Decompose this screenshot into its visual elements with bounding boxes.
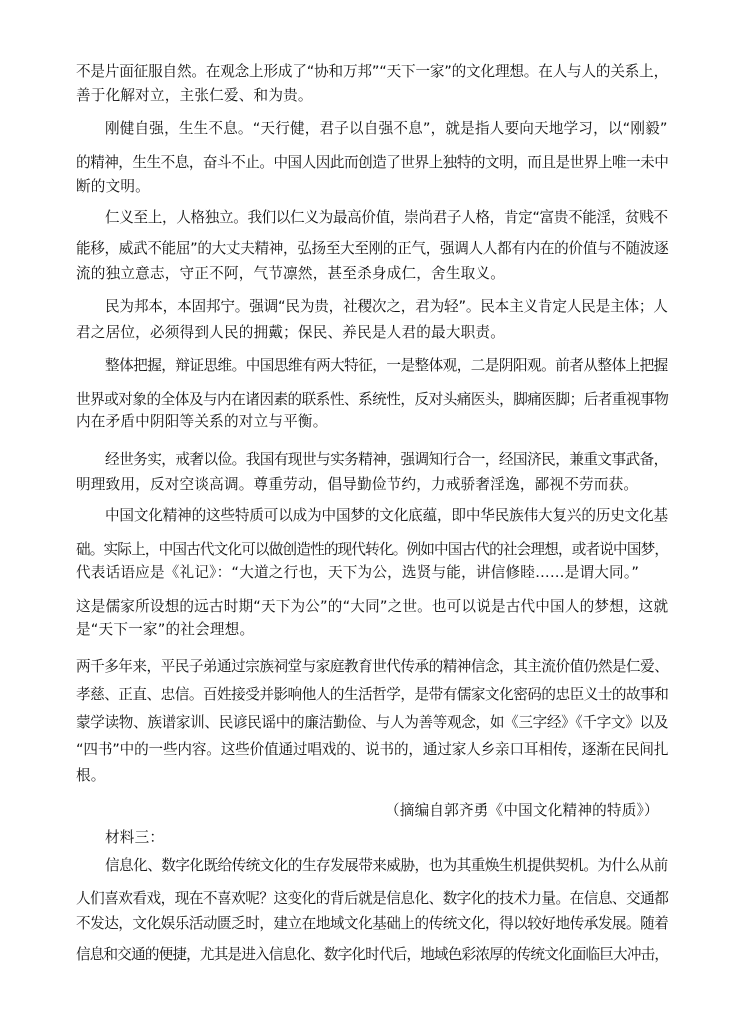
text-line: 信息和交通的便捷，尤其是进入信息化、数字化时代后，地域色彩浓厚的传统文化面临巨大冲击， [76,946,669,963]
text-line: 君之居位，必须得到人民的拥戴；保民、养民是人君的最大职责。 [76,324,506,341]
text-line: 明理致用，反对空谈高调。尊重劳动，倡导勤俭节约，力戒骄奢淫逸，鄙视不劳而获。 [76,476,639,493]
text-line: 这是儒家所设想的远古时期“天下为公”的“大同”之世。也可以说是古代中国人的梦想，这就 [76,598,669,615]
text-line: 世界或对象的全体及与内在诸因素的联系性、系统性，反对头痛医头，脚痛医脚；后者重视事物 [76,391,669,408]
text-line: 仁义至上，人格独立。我们以仁义为最高价值，崇尚君子人格，肯定“富贵不能淫，贫贱不 [105,209,668,226]
text-line: 整体把握，辩证思维。中国思维有两大特征，一是整体观，二是阴阳观。前者从整体上把握 [105,357,668,374]
text-line: 中国文化精神的这些特质可以成为中国梦的文化底蕴，即中华民族伟大复兴的历史文化基 [105,507,668,524]
text-line: 础。实际上，中国古代文化可以做创造性的现代转化。例如中国古代的社会理想，或者说中国梦， [76,541,669,558]
text-line: 是“天下一家”的社会理想。 [76,621,255,638]
text-line: 孝慈、正直、忠信。百姓接受并影响他人的生活哲学，是带有儒家文化密码的忠臣义士的故事和 [76,686,669,703]
text-line: 人们喜欢看戏，现在不喜欢呢？这变化的背后就是信息化、数字化的技术力量。在信息、交通都 [76,890,669,907]
text-line: 蒙学读物、族谱家训、民谚民谣中的廉洁勤俭、与人为善等观念，如《三字经》《千字文》以及 [76,714,669,731]
text-line: 善于化解对立，主张仁爱、和为贵。 [76,87,313,104]
text-line: 经世务实，戒奢以俭。我国有现世与实务精神，强调知行合一，经国济民，兼重文事武备， [105,451,668,468]
text-line: 不是片面征服自然。在观念上形成了“协和万邦”“天下一家”的文化理想。在人与人的关系上， [76,63,669,80]
text-line: 刚健自强，生生不息。“天行健，君子以自强不息”，就是指人要向天地学习，以“刚毅” [105,120,668,137]
text-line: 断的文明。 [76,178,150,195]
text-line: 的精神，生生不息，奋斗不止。中国人因此而创造了世界上独特的文明，而且是世界上唯一未中 [76,154,669,171]
source-citation: （摘编自郭齐勇《中国文化精神的特质》） [385,802,659,819]
text-line: 不发达，文化娱乐活动匮乏时，建立在地域文化基础上的传统文化，得以较好地传承发展。随着 [76,915,669,932]
text-line: 根。 [76,767,106,784]
text-line: 流的独立意志，守正不阿，气节凛然，甚至杀身成仁，舍生取义。 [76,265,506,282]
text-line: 内在矛盾中阴阳等关系的对立与平衡。 [76,413,328,430]
text-line: 能移，威武不能屈”的大丈夫精神，弘扬至大至刚的正气，强调人人都有内在的价值与不随波逐 [76,240,669,257]
text-line: “四书”中的一些内容。这些价值通过唱戏的、说书的，通过家人乡亲口耳相传，逐渐在民间扎 [76,741,669,758]
text-line: 信息化、数字化既给传统文化的生存发展带来威胁，也为其重焕生机提供契机。为什么从前 [105,857,668,874]
text-line: 民为邦本，本固邦宁。强调“民为贵，社稷次之，君为轻”。民本主义肯定人民是主体；人 [105,298,668,315]
text-line: 代表话语应是《礼记》：“大道之行也，天下为公，选贤与能，讲信修睦……是谓大同。” [76,564,640,581]
section-heading: 材料三： [105,829,165,846]
text-line: 两千多年来，平民子弟通过宗族祠堂与家庭教育世代传承的精神信念，其主流价值仍然是仁爱、 [76,658,669,675]
